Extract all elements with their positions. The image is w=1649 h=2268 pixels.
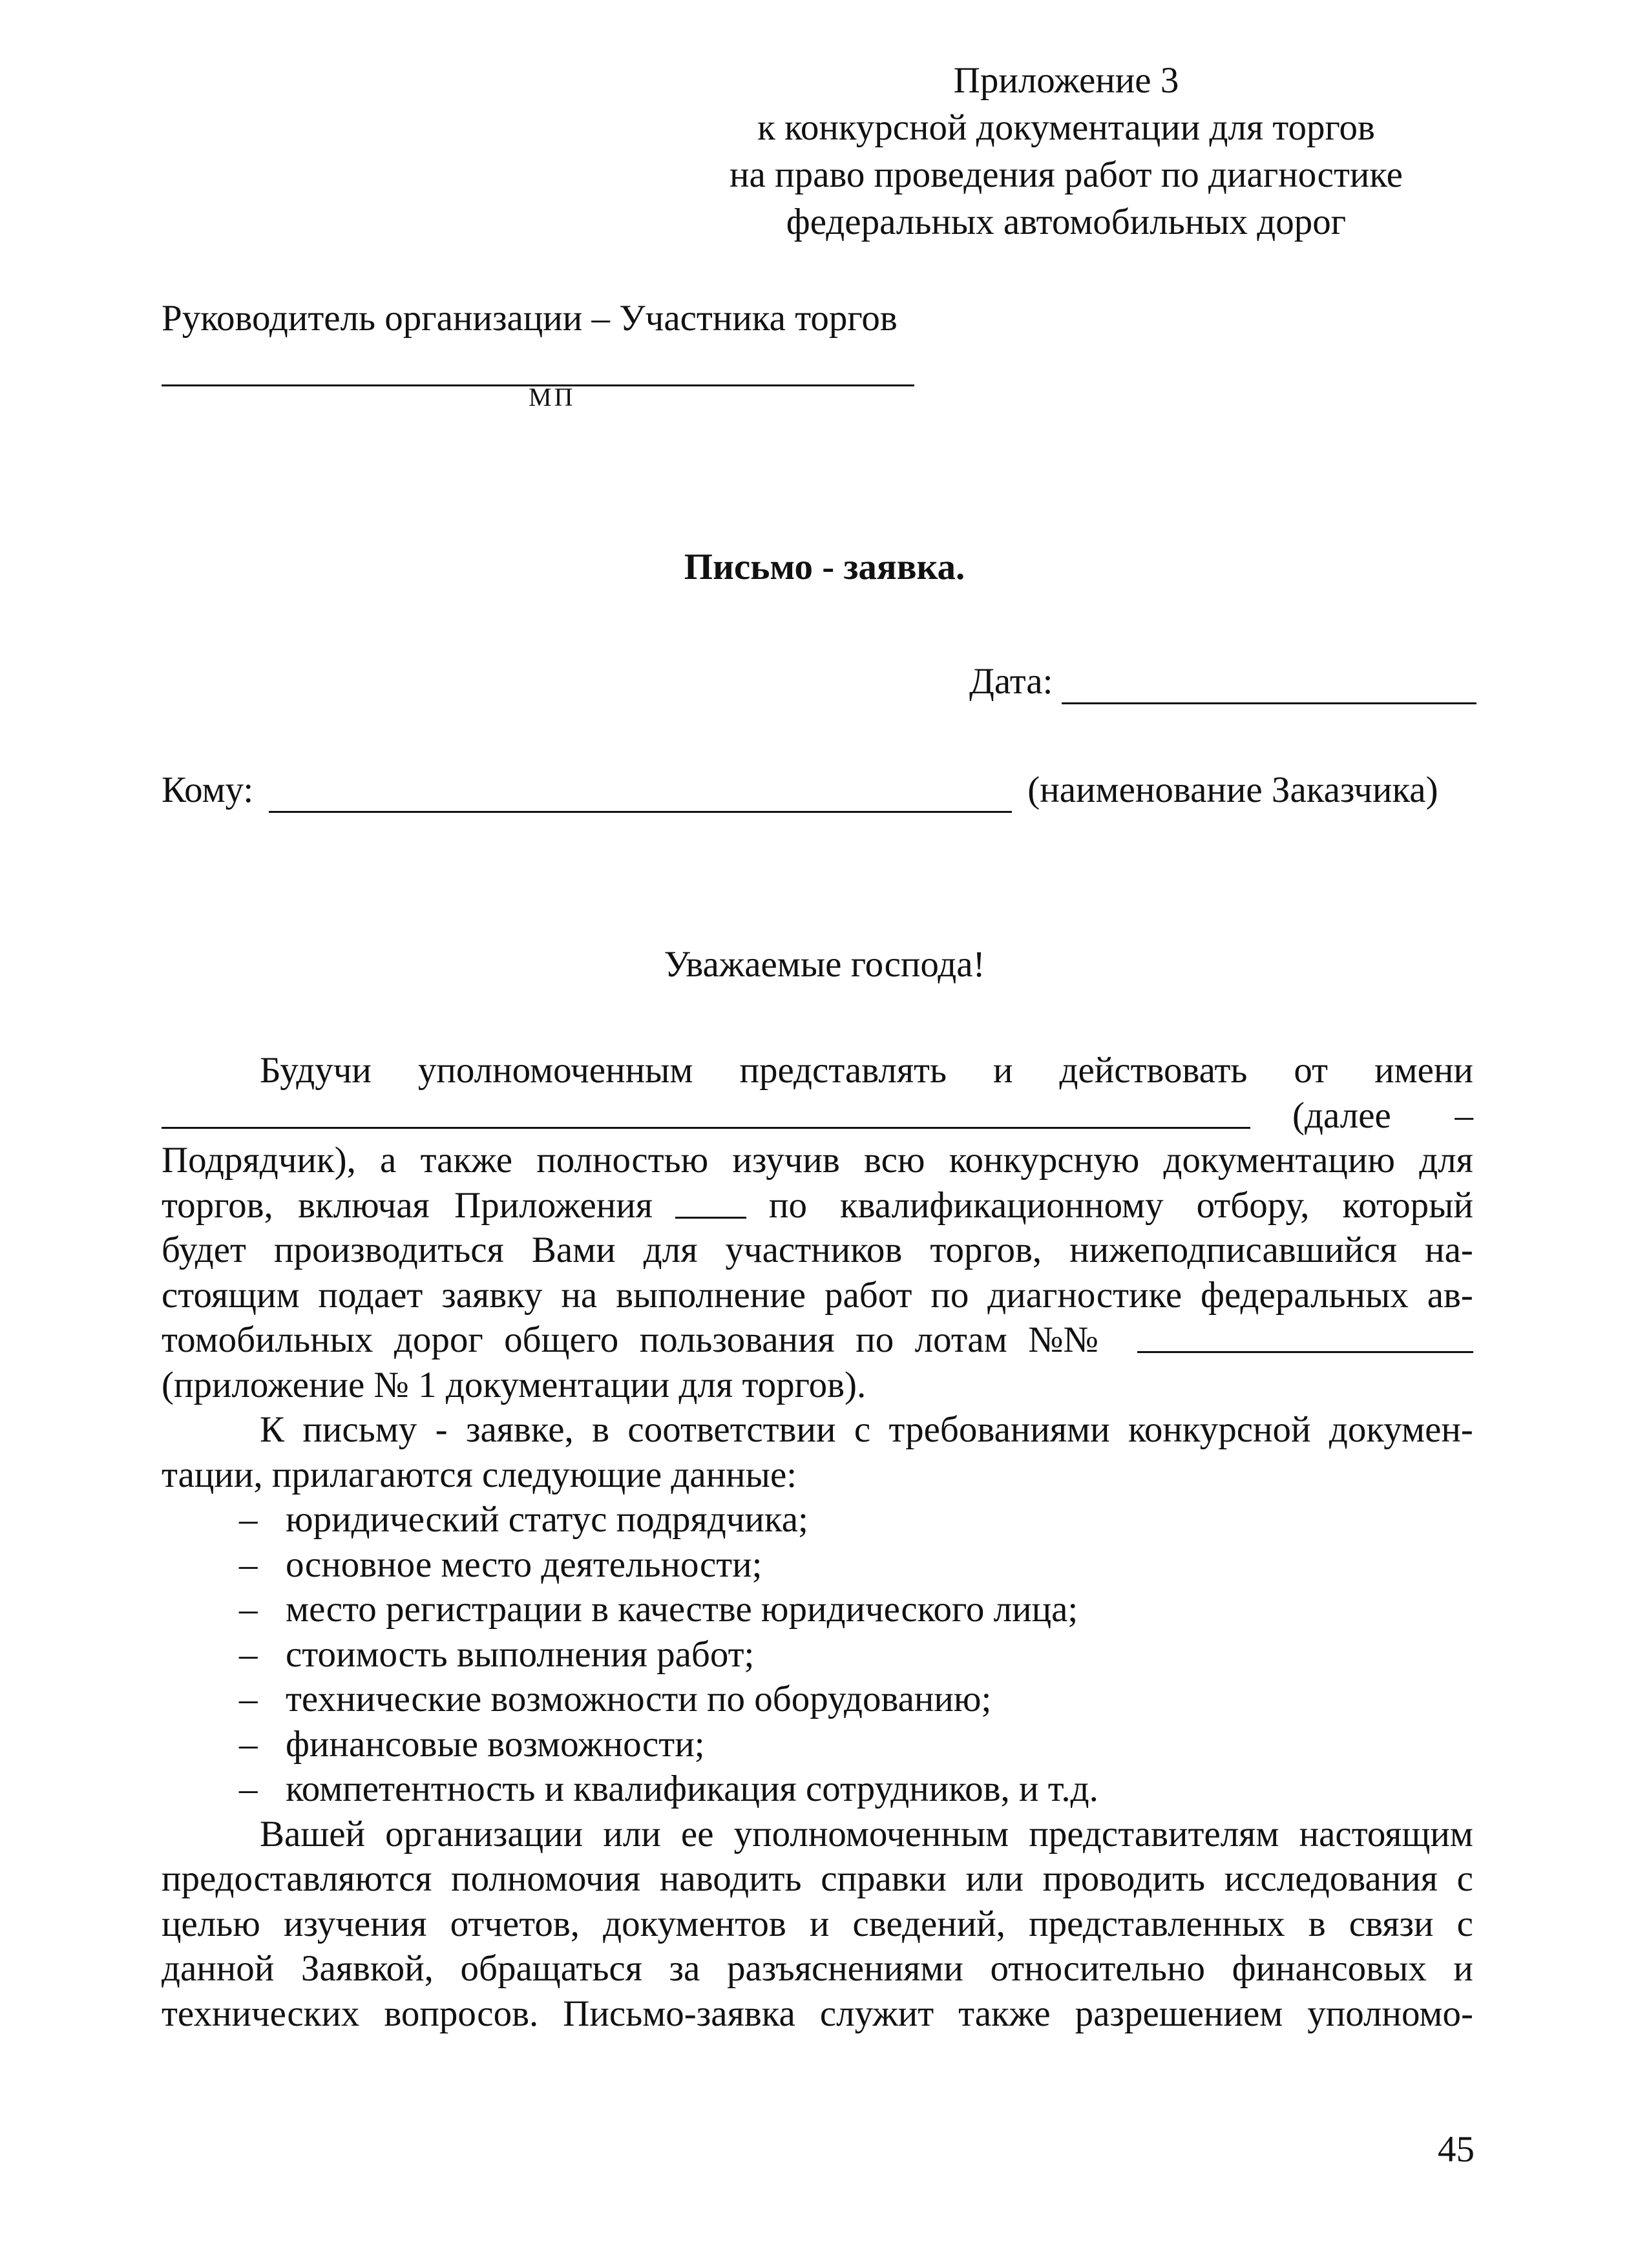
list-dash: – — [239, 1723, 258, 1765]
word: письму — [302, 1409, 417, 1450]
word: включая — [298, 1184, 430, 1226]
word: для — [643, 1230, 698, 1270]
appendix-line-2: к конкурсной документации для торгов — [757, 107, 1375, 148]
p1-line-3 — [162, 1138, 1473, 1183]
word: подает — [318, 1274, 423, 1316]
word: целью — [162, 1903, 260, 1944]
word: Приложения — [454, 1184, 653, 1226]
list-item-text: основное место деятельности; — [286, 1544, 762, 1585]
word: на- — [1425, 1230, 1473, 1270]
date-blank-field — [1062, 665, 1476, 704]
appendix-line-3: на право проведения работ по диагностике — [730, 154, 1403, 195]
contractor-name-blank — [162, 1093, 1250, 1129]
word: ав- — [1427, 1274, 1473, 1316]
p2-line-1 — [162, 1407, 1473, 1453]
word: вопросов. — [384, 1993, 539, 2034]
date-row — [969, 659, 1476, 704]
list-item — [162, 1497, 1473, 1542]
list-dash: – — [239, 1589, 258, 1630]
list-item — [162, 1677, 1473, 1722]
p1-line-8 — [162, 1363, 1473, 1408]
p1-line-5 — [162, 1228, 1473, 1273]
word: в — [1308, 1903, 1326, 1944]
p3-line-5 — [162, 1991, 1473, 2037]
list-item-text: место регистрации в качестве юридического лица; — [286, 1589, 1078, 1630]
recipient-label: Кому: — [162, 770, 254, 810]
word: торгов, — [162, 1184, 273, 1226]
word: проводить — [1042, 1858, 1206, 1899]
p1-line-6 — [162, 1273, 1473, 1318]
word: имени — [1374, 1050, 1473, 1091]
word: докумен- — [1329, 1409, 1473, 1450]
word: с — [1456, 1903, 1473, 1944]
word: а — [380, 1140, 397, 1181]
appendices-blank — [675, 1183, 746, 1219]
recipient-blank-field — [269, 773, 1012, 813]
word: диагностике — [987, 1274, 1182, 1316]
word: требованиями — [888, 1409, 1110, 1450]
word: Подрядчик), — [162, 1140, 356, 1181]
word: Вами — [531, 1230, 616, 1270]
word: действовать — [1059, 1050, 1248, 1091]
word: также — [958, 1993, 1051, 2034]
word: участников — [725, 1230, 903, 1270]
p3-line-3 — [162, 1902, 1473, 1947]
org-head-label: Руководитель организации – Участника торгов — [162, 298, 898, 339]
word: или — [965, 1858, 1024, 1899]
word: разрешением — [1075, 1993, 1283, 2034]
word: квалификационному — [839, 1184, 1164, 1226]
word: пользования — [639, 1319, 835, 1360]
word: данной — [162, 1948, 275, 1989]
stamp-label: МП — [529, 383, 576, 412]
word: заявку — [441, 1274, 543, 1316]
appendix-line-1: Приложение 3 — [953, 60, 1179, 101]
word: всю — [864, 1140, 925, 1181]
word: финансовых — [1232, 1948, 1427, 1989]
p1-line-1 — [162, 1048, 1473, 1093]
word: нижеподписавшийся — [1069, 1230, 1398, 1270]
word: документацию — [1163, 1140, 1396, 1181]
word: представлять — [739, 1050, 947, 1091]
word: по — [856, 1319, 894, 1360]
p1-line-4-b — [769, 1183, 1473, 1228]
word: связи — [1349, 1903, 1434, 1944]
word: для — [1419, 1140, 1473, 1181]
lots-blank — [1137, 1318, 1473, 1353]
letter-body — [162, 1048, 1473, 2036]
appendix-line-4: федеральных автомобильных дорог — [786, 202, 1347, 242]
p3-line-4 — [162, 1946, 1473, 1991]
document-title: Письмо - заявка. — [684, 547, 965, 587]
p1-line-2-words — [1292, 1093, 1473, 1139]
p2-line-2-text: тации, прилагаются следующие данные: — [162, 1454, 797, 1495]
word: от — [1294, 1050, 1329, 1091]
list-item — [162, 1632, 1473, 1677]
list-item-text: юридический статус подрядчика; — [286, 1499, 808, 1540]
word: с — [854, 1409, 871, 1450]
word: полномочия — [451, 1858, 641, 1899]
word: настоящим — [1299, 1813, 1473, 1854]
date-label: Дата: — [969, 661, 1053, 702]
word: представителям — [1029, 1813, 1279, 1854]
p1-line-7 — [162, 1318, 1473, 1363]
list-dash: – — [239, 1633, 258, 1675]
word: ее — [680, 1813, 714, 1854]
word: или — [603, 1813, 661, 1854]
word: уполномоченным — [733, 1813, 1009, 1854]
word: обращаться — [460, 1948, 642, 1989]
word: и — [1453, 1948, 1473, 1989]
word: на — [561, 1274, 598, 1316]
word: наводить — [659, 1858, 802, 1899]
word: – — [1455, 1095, 1473, 1136]
word: конкурсную — [949, 1140, 1140, 1181]
word: дорог — [394, 1319, 483, 1360]
word: стоящим — [162, 1274, 300, 1316]
word: выполнение — [616, 1274, 806, 1316]
list-item-text: компетентность и квалификация сотрудников, и т.д. — [286, 1769, 1098, 1809]
word: соответствии — [627, 1409, 836, 1450]
word: справки — [821, 1858, 947, 1899]
word: лотам — [914, 1319, 1007, 1360]
list-item-text: стоимость выполнения работ; — [286, 1633, 755, 1675]
word: отчетов, — [450, 1903, 580, 1944]
word: изучения — [283, 1903, 427, 1944]
word: и — [809, 1903, 830, 1944]
list-item-text: финансовые возможности; — [286, 1723, 705, 1765]
word: и — [993, 1050, 1013, 1091]
word: относительно — [990, 1948, 1205, 1989]
list-dash: – — [239, 1679, 258, 1719]
p1-line-4 — [162, 1183, 1473, 1228]
word: общего — [504, 1319, 619, 1360]
word: торгов, — [930, 1230, 1042, 1270]
word: технических — [162, 1993, 360, 2034]
word: отбору, — [1196, 1184, 1310, 1226]
word: Заявкой, — [300, 1948, 434, 1989]
word: исследования — [1224, 1858, 1438, 1899]
word: организации — [385, 1813, 583, 1854]
word: конкурсной — [1128, 1409, 1311, 1450]
word: Вашей — [260, 1813, 366, 1854]
p3-line-1 — [162, 1812, 1473, 1857]
word: уполномо- — [1307, 1993, 1473, 2034]
list-item — [162, 1767, 1473, 1812]
list-item — [162, 1722, 1473, 1767]
list-dash: – — [239, 1544, 258, 1585]
word: будет — [162, 1230, 246, 1270]
p1-line-2 — [162, 1093, 1473, 1139]
list-dash: – — [239, 1769, 258, 1809]
p1-line-7-words — [162, 1318, 1098, 1363]
word: который — [1342, 1184, 1473, 1226]
word: по — [769, 1184, 808, 1226]
word: служит — [819, 1993, 934, 2034]
p2-line-2 — [162, 1453, 1473, 1498]
word: по — [930, 1274, 969, 1316]
list-dash: – — [239, 1499, 258, 1540]
list-item — [162, 1542, 1473, 1588]
word: Будучи — [260, 1050, 372, 1091]
word: Письмо-заявка — [563, 1993, 795, 2034]
word: в — [592, 1409, 610, 1450]
greeting: Уважаемые господа! — [664, 944, 985, 985]
word: полностью — [536, 1140, 709, 1181]
word: за — [669, 1948, 700, 1989]
recipient-row — [162, 768, 1473, 813]
word: также — [420, 1140, 513, 1181]
word: №№ — [1028, 1319, 1098, 1360]
p1-line-8-text: (приложение № 1 документации для торгов). — [162, 1364, 867, 1405]
word: уполномоченным — [417, 1050, 693, 1091]
word: федеральных — [1201, 1274, 1409, 1316]
word: представленных — [1029, 1903, 1285, 1944]
page-number: 45 — [1438, 2129, 1475, 2170]
word: работ — [824, 1274, 912, 1316]
list-item — [162, 1587, 1473, 1632]
word: - — [435, 1409, 448, 1450]
word: разъяснениями — [726, 1948, 963, 1989]
p1-line-4-a — [162, 1183, 653, 1228]
word: сведений, — [852, 1903, 1006, 1944]
word: томобильных — [162, 1319, 373, 1360]
word: производиться — [273, 1230, 504, 1270]
recipient-hint: (наименование Заказчика) — [1027, 770, 1438, 810]
list-item-text: технические возможности по оборудованию; — [286, 1679, 992, 1719]
word: с — [1456, 1858, 1473, 1899]
word: предоставляются — [162, 1858, 432, 1899]
appendix-header — [678, 57, 1454, 246]
word: заявке, — [465, 1409, 574, 1450]
word: К — [260, 1409, 285, 1450]
word: документов — [603, 1903, 786, 1944]
p3-line-2 — [162, 1856, 1473, 1902]
word: (далее — [1292, 1095, 1391, 1136]
word: изучив — [732, 1140, 840, 1181]
